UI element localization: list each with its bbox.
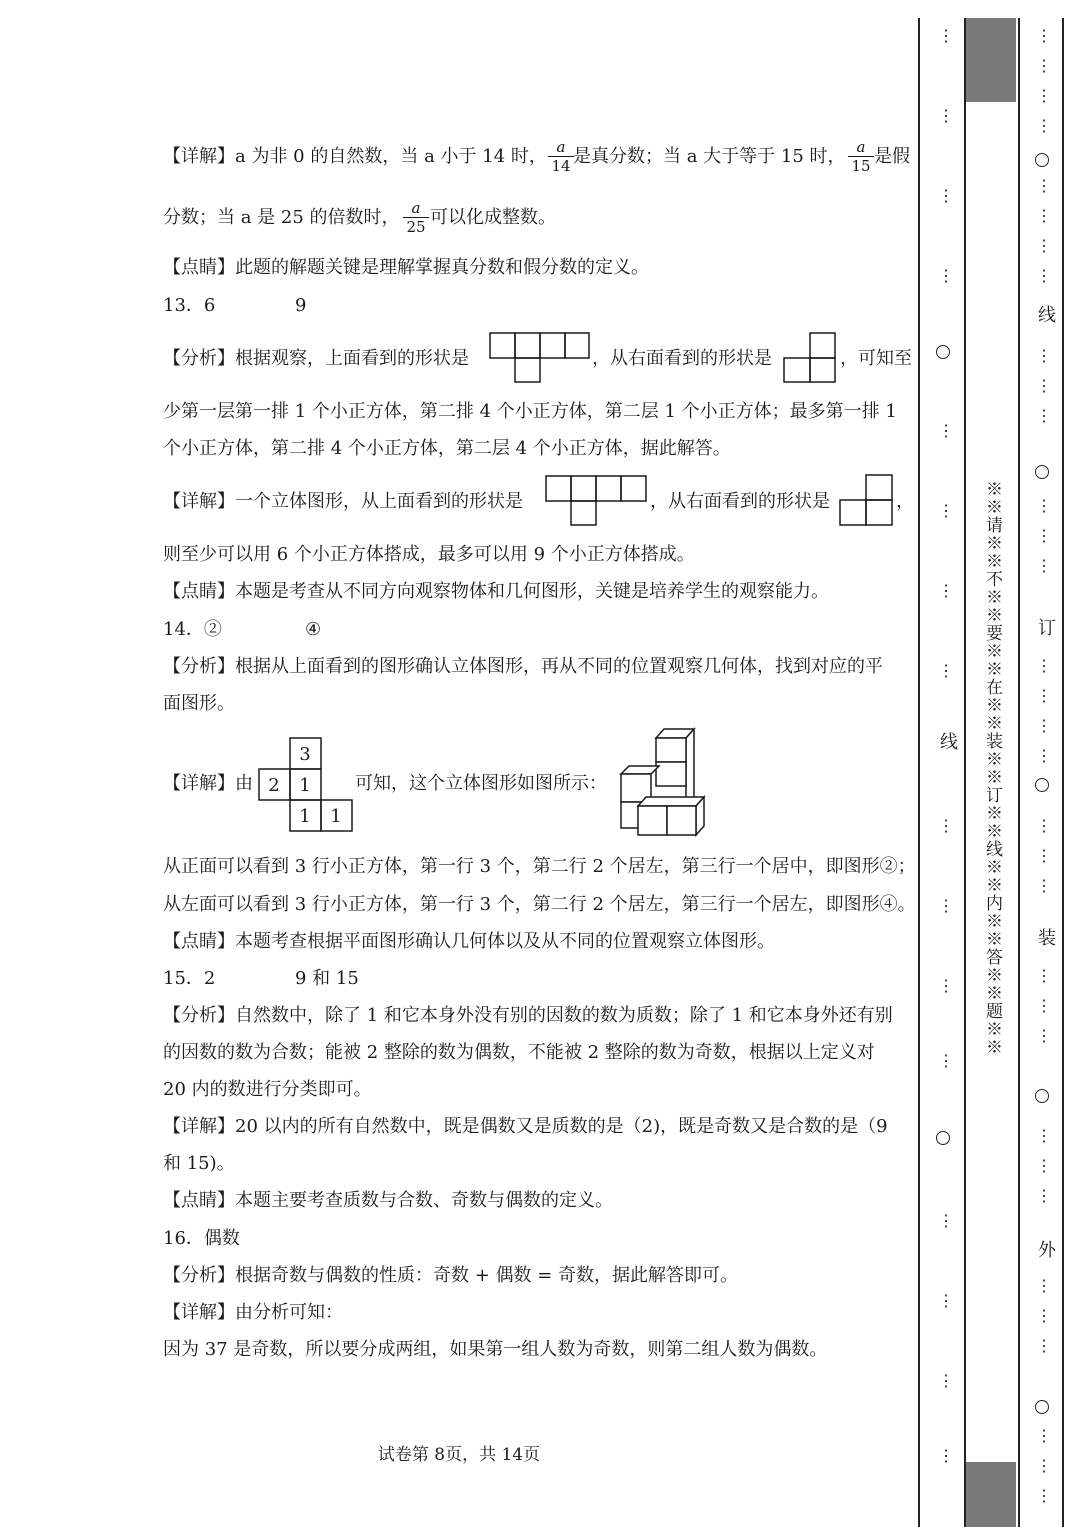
detail-13-line-2: 则至少可以用 6 个小正方体搭成，最多可以用 9 个小正方体搭成。 — [163, 544, 695, 565]
grid-number: 1 — [299, 775, 311, 796]
cube-stack-figure — [618, 726, 708, 838]
analysis-15-line-1: 【分析】自然数中，除了 1 和它本身外没有别的因数的数为质数；除了 1 和它本身外还有别 — [163, 1005, 893, 1026]
detail-13-b: ，从右面看到的形状是 — [650, 491, 830, 512]
analysis-15-line-3: 20 内的数进行分类即可。 — [163, 1079, 372, 1100]
analysis-13-line-2: 少第一层第一排 1 个小正方体，第二排 4 个小正方体，第二层 1 个小正方体；最多第一排 1 — [163, 401, 897, 422]
detail-line-2-end — [430, 206, 556, 230]
comment-line-13: 【点睛】本题是考查从不同方向观察物体和几何图形，关键是培养学生的观察能力。 — [163, 581, 829, 602]
analysis-14-line-1: 【分析】根据从上面看到的图形确认立体图形，再从不同的位置观察几何体，找到对应的平 — [163, 656, 883, 677]
detail-line-1 — [163, 145, 547, 169]
binding-hole-circle — [1035, 1400, 1049, 1414]
right-view-figure-2 — [839, 474, 895, 528]
binding-hole-circle — [1035, 778, 1049, 792]
grid-number: 1 — [299, 806, 311, 827]
text-span: 是真分数；当 a 大于等于 15 时， — [573, 146, 846, 167]
analysis-13-a: 【分析】根据观察，上面看到的形状是 — [163, 348, 469, 369]
detail-13-c: ， — [896, 491, 914, 512]
detail-line-1-end — [874, 145, 910, 169]
top-view-figure-2 — [545, 475, 649, 527]
binding-hole-circle — [1035, 1089, 1049, 1103]
binding-hole-circle — [1035, 153, 1049, 167]
comment-line-14: 【点睛】本题考查根据平面图形确认几何体以及从不同的位置观察立体图形。 — [163, 931, 775, 952]
band-bottom-shade — [966, 1462, 1016, 1527]
comment-line-15: 【点睛】本题主要考查质数与合数、奇数与偶数的定义。 — [163, 1190, 613, 1211]
right-view-figure-1 — [783, 332, 837, 384]
fraction-a-14 — [548, 138, 574, 175]
grid-number: 1 — [330, 806, 342, 827]
fraction-numerator: a — [848, 138, 874, 157]
detail-16-line-2: 因为 37 是奇数，所以要分成两组，如果第一组人数为奇数，则第二组人数为偶数。 — [163, 1339, 828, 1360]
analysis-13-line-3: 个小正方体，第二排 4 个小正方体，第二层 4 个小正方体，据此解答。 — [163, 438, 731, 459]
analysis-16: 【分析】根据奇数与偶数的性质：奇数 + 偶数 = 奇数，据此解答即可。 — [163, 1265, 739, 1286]
text-span: 分数；当 a 是 25 的倍数时， — [163, 207, 400, 228]
detail-15-line-1: 【详解】20 以内的所有自然数中，既是偶数又是质数的是（2)，既是奇数又是合数的是（9 — [163, 1116, 888, 1137]
fraction-denominator: 15 — [851, 157, 871, 175]
fraction-a-15 — [848, 138, 874, 175]
detail-14-line-3: 从左面可以看到 3 行小正方体，第一行 3 个，第二行 2 个居左，第三行一个居左，即图形④。 — [163, 894, 916, 915]
outer-binding-label: 装 — [1035, 928, 1056, 947]
binding-right-rule — [1062, 18, 1064, 1527]
detail-13-a: 【详解】一个立体图形，从上面看到的形状是 — [163, 491, 523, 512]
answer-13-a: 13．6 — [163, 295, 216, 316]
answer-14-a: 14．② — [163, 619, 222, 640]
page-footer: 试卷第 8页，共 14页 — [377, 1445, 541, 1465]
fraction-numerator: a — [548, 138, 574, 157]
outer-binding-label: 订 — [1035, 618, 1056, 637]
detail-16-line-1: 【详解】由分析可知： — [163, 1302, 343, 1323]
text-span: 【详解】a 为非 0 的自然数，当 a 小于 14 时， — [163, 146, 547, 167]
fraction-numerator: a — [403, 199, 429, 218]
detail-line-2 — [163, 206, 400, 230]
detail-14-line-2: 从正面可以看到 3 行小正方体，第一行 3 个，第二行 2 个居左，第三行一个居中，即图形②； — [163, 856, 916, 877]
analysis-13-c: ，可知至 — [840, 348, 912, 369]
grid-number: 2 — [268, 775, 280, 796]
fraction-denominator: 14 — [551, 157, 571, 175]
binding-hole-circle — [936, 1131, 950, 1145]
top-view-number-grid — [258, 737, 356, 833]
analysis-14-line-2: 面图形。 — [163, 693, 235, 714]
text-span: 可以化成整数。 — [430, 207, 556, 228]
binding-warning-banner: ※※请※※不※※要※※在※※装※※订※※线※※内※※答※※题※※ — [982, 480, 1002, 1056]
detail-14-b: 可知，这个立体图形如图所示： — [355, 773, 607, 794]
answer-13-b: 9 — [295, 295, 307, 316]
outer-binding-label: 线 — [1035, 305, 1056, 324]
analysis-13-b: ，从右面看到的形状是 — [592, 348, 772, 369]
top-view-figure-1 — [489, 332, 591, 384]
detail-15-line-2: 和 15)。 — [163, 1153, 235, 1174]
outer-binding-label: 外 — [1035, 1240, 1056, 1259]
grid-number: 3 — [299, 744, 311, 765]
comment-line-12: 【点睛】此题的解题关键是理解掌握真分数和假分数的定义。 — [163, 257, 649, 278]
detail-14-a: 【详解】由 — [163, 773, 253, 794]
answer-16: 16．偶数 — [163, 1228, 240, 1249]
analysis-15-line-2: 的因数的数为合数；能被 2 整除的数为偶数，不能被 2 整除的数为奇数，根据以上定义对 — [163, 1042, 875, 1063]
band-top-shade — [966, 18, 1016, 102]
binding-hole-circle — [936, 345, 950, 359]
answer-15-b: 9 和 15 — [295, 968, 359, 989]
answer-15-a: 15．2 — [163, 968, 216, 989]
binding-left-rule — [918, 18, 920, 1527]
detail-line-1-mid — [573, 145, 846, 169]
fraction-a-25 — [403, 199, 429, 236]
fraction-denominator: 25 — [406, 218, 426, 236]
text-span: 是假 — [874, 146, 910, 167]
inner-binding-label: 线 — [937, 732, 958, 751]
binding-hole-circle — [1035, 465, 1049, 479]
answer-14-b: ④ — [305, 619, 322, 640]
